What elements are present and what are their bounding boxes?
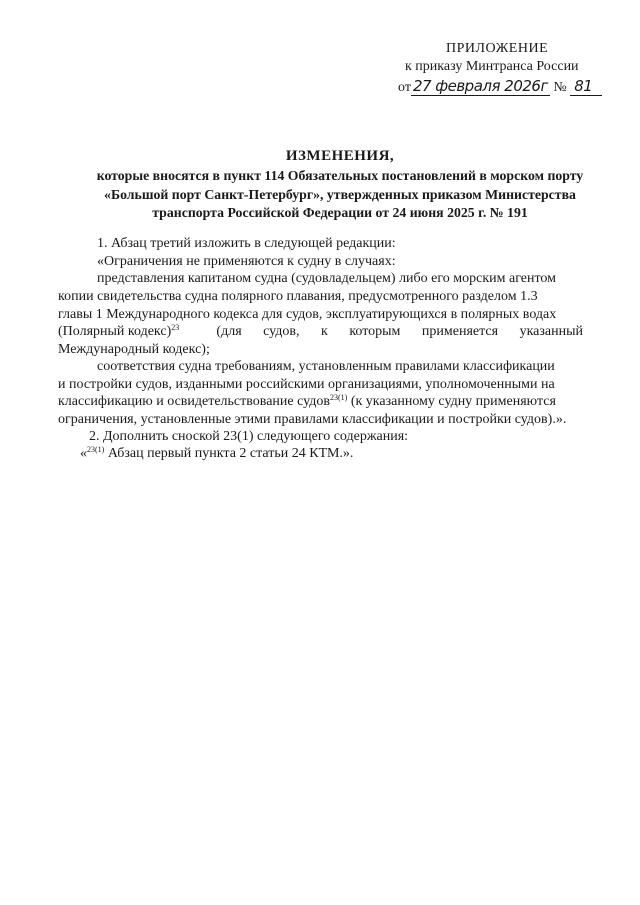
paragraph-item-1: 1. Абзац третий изложить в следующей редакции: xyxy=(97,236,396,251)
polar-code-text: (Полярный кодекс) xyxy=(58,324,172,339)
quote-open: « xyxy=(80,446,87,461)
number-label: № xyxy=(553,80,567,95)
paragraph-item-2: 2. Дополнить сноской 23(1) следующего содержания: xyxy=(89,429,409,444)
polar-code-continuation: (для судов, к которым применяется указанный xyxy=(216,324,583,339)
paragraph-quote-start: «Ограничения не применяются к судну в случаях: xyxy=(97,254,396,269)
from-prefix: от xyxy=(398,80,411,95)
paragraph-class-line-3 xyxy=(58,393,556,411)
handwritten-number: 81 xyxy=(570,77,602,96)
footnote-marker-23-1: 23(1) xyxy=(87,445,105,454)
class-text: классификацию и освидетельствование судов xyxy=(58,394,330,409)
footnote-ref-23-1: 23(1) xyxy=(330,393,348,402)
document-title: ИЗМЕНЕНИЯ, xyxy=(285,148,395,164)
paragraph-class-line-2: и постройки судов, изданными российскими организациями, уполномоченными на xyxy=(58,377,555,392)
order-date-line xyxy=(398,77,602,97)
paragraph-class-line-4: ограничения, установленные этими правилами классификации и постройки судов).». xyxy=(58,412,567,427)
footnote-content: Абзац первый пункта 2 статьи 24 КТМ.». xyxy=(104,446,354,461)
paragraph-polar-line-4 xyxy=(58,323,583,341)
handwritten-date: 27 февраля 2026г xyxy=(412,77,548,95)
class-continuation: (к указанному судну применяются xyxy=(347,394,556,409)
paragraph-polar-line-3: главы 1 Международного кодекса для судов, эксплуатирующихся в полярных водах xyxy=(58,307,557,322)
order-reference: к приказу Минтранса России xyxy=(405,59,579,74)
subtitle-line-1: которые вносятся в пункт 114 Обязательных постановлений в морском порту xyxy=(96,168,584,183)
subtitle-line-3: транспорта Российской Федерации от 24 июня 2025 г. № 191 xyxy=(152,205,528,220)
paragraph-polar-line-5: Международный кодекс); xyxy=(58,342,210,357)
paragraph-class-line-1: соответствия судна требованиям, установленным правилами классификации xyxy=(97,359,555,374)
paragraph-polar-line-2: копии свидетельства судна полярного плавания, предусмотренного разделом 1.3 xyxy=(58,289,538,304)
footnote-text-line xyxy=(80,445,353,463)
appendix-label: ПРИЛОЖЕНИЕ xyxy=(446,41,549,56)
subtitle-line-2: «Большой порт Санкт-Петербург», утвержденных приказом Министерства xyxy=(104,187,576,202)
paragraph-polar-line-1: представления капитаном судна (судовладельцем) либо его морским агентом xyxy=(97,271,557,286)
footnote-ref-23: 23 xyxy=(171,323,180,332)
